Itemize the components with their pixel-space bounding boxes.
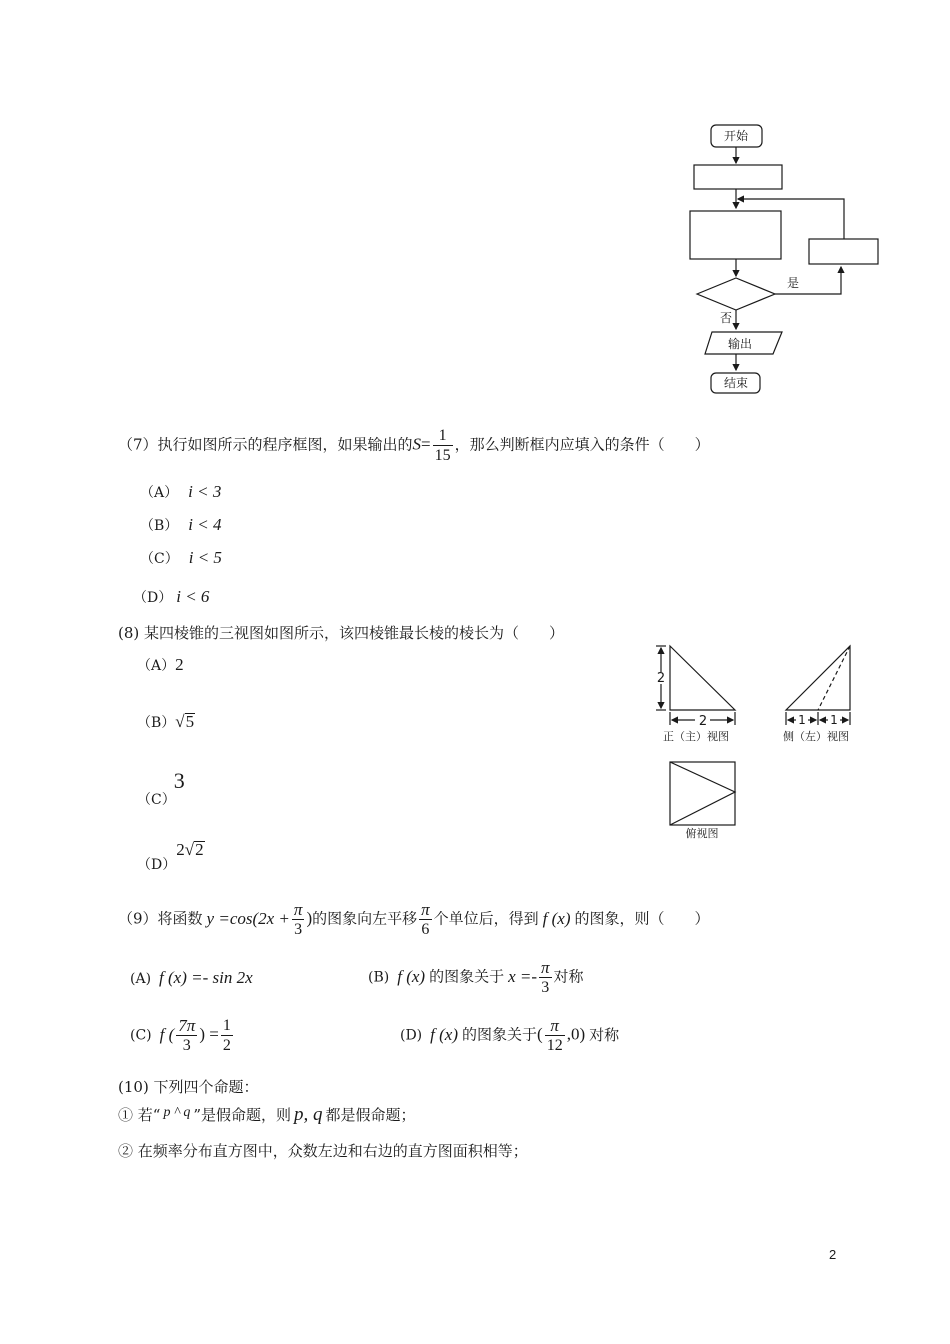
decision-diamond: [697, 278, 775, 310]
dim-side-right-label: 1: [830, 713, 838, 727]
frac-den: 2: [222, 1037, 231, 1054]
frac-den: 12: [546, 1037, 563, 1054]
end-label: 结束: [723, 376, 749, 390]
option-math: i < 3: [188, 482, 222, 501]
option-math: (: [537, 1024, 543, 1044]
option-math: f (: [159, 1024, 175, 1044]
q10-item1-pre: ① 若“: [118, 1106, 161, 1124]
frac-num: π: [545, 1016, 565, 1036]
process-box-1: [694, 165, 782, 189]
frac-num: 7π: [178, 1016, 196, 1035]
q9-option-b: [368, 958, 584, 997]
flowchart-diagram: [680, 118, 890, 398]
q10-item-2: ② 在频率分布直方图中，众数左边和右边的直方图面积相等；: [118, 1142, 528, 1160]
option-math: f (x): [430, 1024, 458, 1044]
q9-fx: f (x): [542, 908, 571, 928]
q8-option-a: [137, 655, 184, 675]
q8-option-d: [137, 840, 205, 873]
output-label: 输出: [727, 337, 753, 351]
frac-den: 3: [294, 921, 303, 938]
frac-num: π: [421, 900, 430, 919]
option-label: （A）: [140, 485, 179, 501]
option-math: i < 5: [188, 548, 222, 567]
option-math: ,0): [566, 1024, 586, 1044]
q7-num: 1: [433, 426, 453, 446]
process-box-3: [809, 239, 878, 264]
side-view-triangle: [786, 646, 850, 710]
q8-option-c: [137, 768, 185, 808]
q7-eq: =: [421, 434, 431, 454]
q7-den: 15: [434, 447, 451, 464]
page-number: 2: [829, 1247, 837, 1262]
frac-den: 3: [541, 979, 550, 996]
q10-item1-mid: ”是假命题，则: [193, 1106, 292, 1124]
option-math: ) =: [199, 1024, 219, 1044]
option-math: f (x) =- sin 2x: [159, 968, 253, 987]
frac-num: π: [541, 958, 550, 977]
option-math: f (x): [397, 966, 426, 986]
q7-prefix: （7）执行如图所示的程序框图，如果输出的: [118, 435, 413, 454]
q9-func-close: ): [306, 908, 313, 928]
top-view-square: [670, 762, 735, 825]
q8-option-b: [137, 712, 195, 732]
option-label: （B）: [140, 518, 179, 534]
option-label: （A）: [137, 658, 176, 674]
option-math: i < 4: [188, 515, 222, 534]
q7-option-d: [133, 587, 209, 607]
option-math: 2: [195, 840, 204, 859]
q9-mid: 的图象向左平移: [312, 909, 418, 928]
option-math: 3: [173, 768, 185, 793]
option-math: i < 6: [176, 587, 210, 606]
q7-option-b: [140, 515, 222, 535]
option-math: x =-: [508, 966, 538, 986]
q9-option-a: [130, 968, 253, 988]
option-text: 的图象关于: [462, 1025, 538, 1044]
option-label: （D）: [137, 857, 177, 873]
start-label: 开始: [723, 129, 749, 143]
option-label: (A): [130, 971, 152, 987]
front-view-label: 正（主）视图: [663, 730, 729, 743]
option-text: 的图象关于: [429, 967, 505, 986]
frac-den: 3: [182, 1037, 191, 1054]
q10-stem: (10) 下列四个命题：: [118, 1078, 259, 1096]
q9-mid2: 个单位后，得到: [433, 909, 539, 928]
option-label: （B）: [137, 715, 176, 731]
q7-var: S: [412, 434, 422, 454]
option-math: 2: [176, 840, 185, 859]
dim-side-left-label: 1: [798, 713, 806, 727]
option-label: （D）: [133, 590, 173, 606]
side-view-label: 侧（左）视图: [783, 730, 849, 743]
option-math: 5: [185, 712, 195, 731]
q9-option-d: [400, 1016, 619, 1055]
sqrt-symbol: √: [184, 840, 195, 859]
dim-height-label: 2: [656, 671, 666, 686]
q10-item1-post: 都是假命题；: [325, 1106, 416, 1124]
q7-fraction: [433, 426, 453, 465]
option-label: （C）: [140, 551, 179, 567]
q9-lead: （9）将函数: [118, 909, 203, 928]
q9-c-frac: [176, 1016, 197, 1055]
q7-option-a: [140, 482, 221, 502]
frac-num: 1: [222, 1017, 231, 1034]
q9-stem: [118, 900, 710, 939]
q9-func: y =cos(2x +: [206, 908, 290, 928]
q9-frac-pi-3: [292, 900, 305, 939]
q9-option-c: [130, 1016, 235, 1055]
option-label: (C): [130, 1027, 152, 1044]
q10-item1-math: p ^ q: [163, 1105, 191, 1120]
frac-num: π: [293, 900, 303, 919]
dim-width-label: 2: [698, 714, 708, 729]
q10-item-1: [118, 1104, 416, 1126]
option-label: （C）: [137, 792, 176, 808]
option-text: 对称: [589, 1025, 620, 1044]
q9-b-frac: [539, 958, 552, 997]
process-box-2: [690, 211, 781, 259]
sqrt-symbol: √: [175, 712, 185, 731]
q7-stem: [118, 426, 710, 465]
q9-end: 的图象，则（ ）: [574, 909, 710, 928]
no-label: 否: [720, 311, 733, 325]
front-view-triangle: [670, 646, 735, 710]
yes-label: 是: [787, 276, 800, 290]
q7-option-c: [140, 548, 222, 568]
option-math: 2: [175, 655, 184, 674]
three-view-figure: [650, 640, 870, 845]
option-label: (B): [368, 969, 390, 986]
frac-den: 6: [421, 921, 430, 938]
top-view-label: 俯视图: [685, 827, 719, 840]
q7-suffix: ，那么判断框内应填入的条件（ ）: [454, 435, 710, 454]
q9-c-rhs-frac: [221, 1016, 233, 1055]
option-text: 对称: [553, 967, 584, 986]
q10-item1-pq: p, q: [294, 1104, 323, 1125]
q9-frac-pi-6: [419, 900, 432, 939]
q8-stem: (8) 某四棱锥的三视图如图所示，该四棱锥最长棱的棱长为（ ）: [118, 624, 565, 642]
option-label: (D): [400, 1027, 423, 1044]
q9-d-frac: [545, 1016, 565, 1055]
